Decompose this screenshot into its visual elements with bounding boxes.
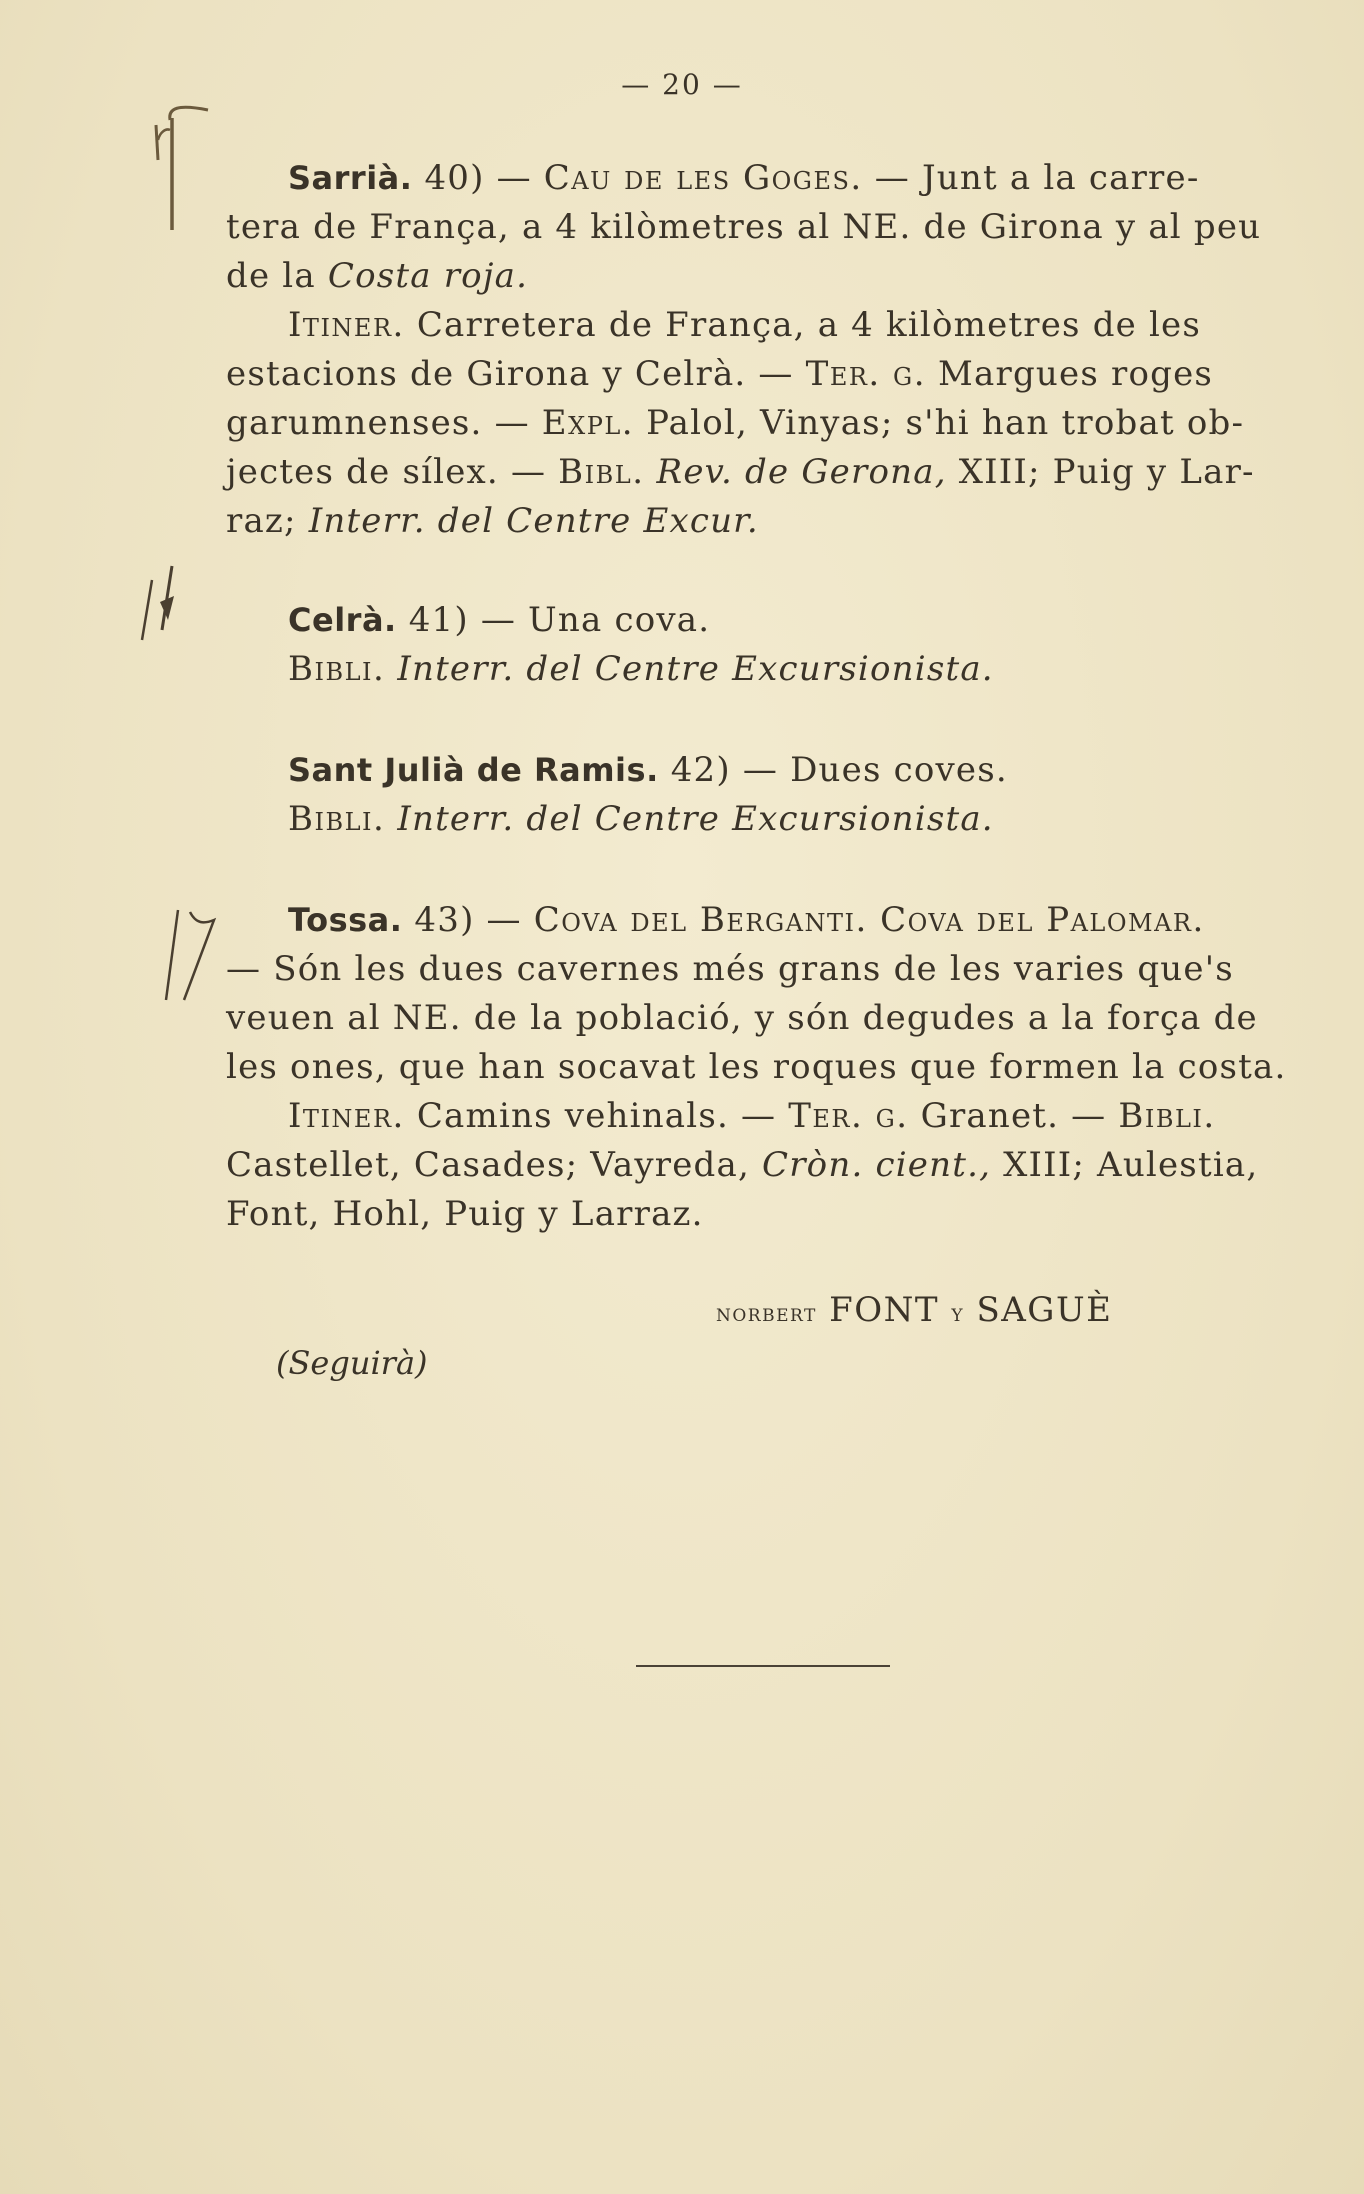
entry-celra: Celrà. 41) — Una cova. Bibli. Interr. del Centre Excursionista. bbox=[288, 600, 994, 689]
margin-note-17 bbox=[156, 900, 226, 1010]
place-name: Sarrià. bbox=[288, 159, 413, 197]
section-divider bbox=[636, 1665, 890, 1667]
entry-sarria: Sarrià. 40) — Cau de les Goges. — Junt a la carre- tera de França, a 4 kilòmetres al NE. de Girona y al peu de la Costa roja. Itiner. Carretera de França, a 4 kilòmetres de les estacions de Girona y Celrà. — Ter. g. Margues roges garumnenses. — Expl. Palol, Vinyas; s'hi han trobat ob- jectes de sílex. — Bibl. Rev. de Gerona, XIII; Puig y Lar- raz; Interr. del Centre Excur. bbox=[226, 158, 1262, 541]
margin-note-14 bbox=[134, 560, 194, 650]
place-name: Sant Julià de Ramis. bbox=[288, 751, 659, 789]
margin-note-r bbox=[148, 100, 218, 250]
continuation-note: (Seguirà) bbox=[276, 1344, 428, 1382]
place-name: Tossa. bbox=[288, 901, 403, 939]
author-signature: norbert FONT y SAGUÈ bbox=[716, 1290, 1113, 1330]
page-number: — 20 — bbox=[621, 68, 743, 101]
entry-sant-julia: Sant Julià de Ramis. 42) — Dues coves. Bibli. Interr. del Centre Excursionista. bbox=[288, 750, 1008, 839]
entry-tossa: Tossa. 43) — Cova del Berganti. Cova del Palomar. — Són les dues cavernes més grans de les varies que's veuen al NE. de la població, y són degudes a la força de les ones, que han socavat les roques que formen la costa. Itiner. Camins vehinals. — Ter. g. Granet. — Bibli. Castellet, Casades; Vayreda, Cròn. cient., XIII; Aulestia, Font, Hohl, Puig y Larraz. bbox=[226, 900, 1287, 1234]
place-name: Celrà. bbox=[288, 601, 397, 639]
